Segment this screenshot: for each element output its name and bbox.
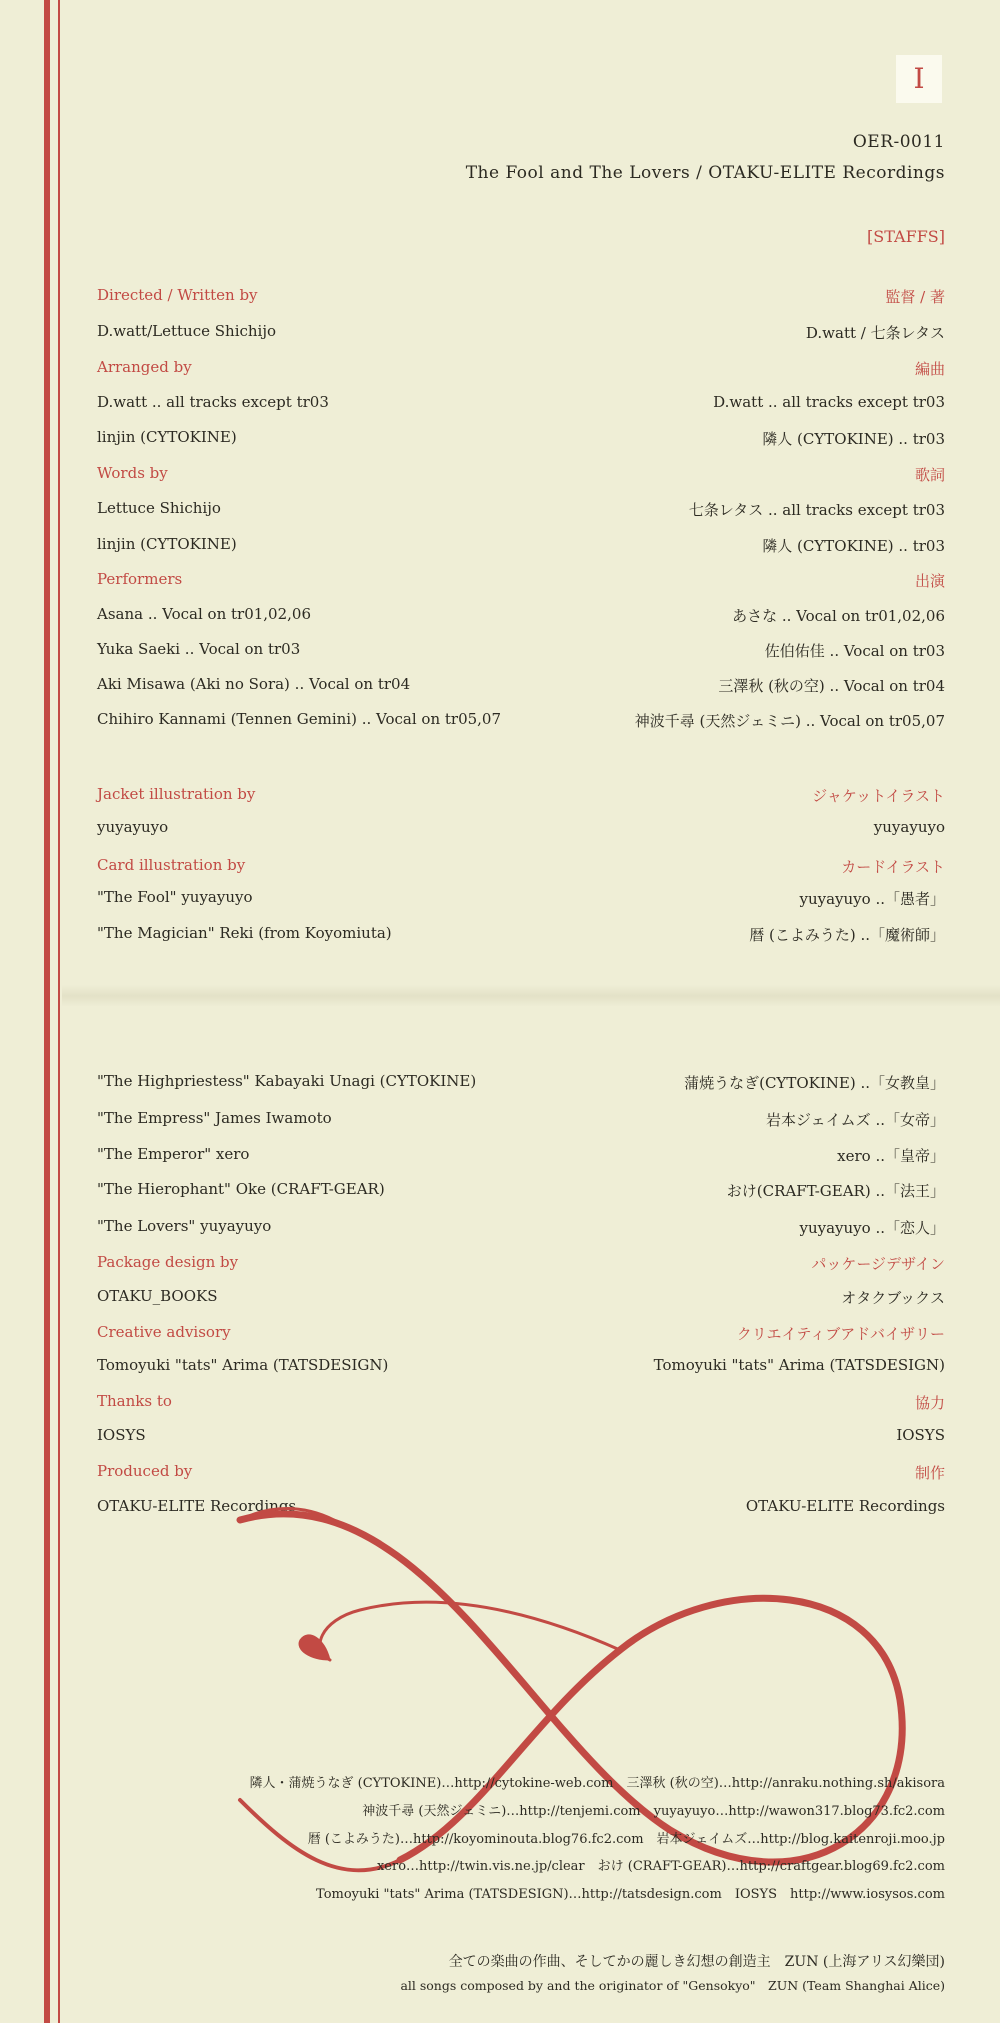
page-fold [62, 985, 1000, 1007]
credit-row [97, 888, 945, 910]
credit-row [97, 535, 945, 557]
credit-japanese: yuyayuyo ..「愚者」 [799, 890, 945, 908]
credit-english: IOSYS [97, 1426, 146, 1444]
credit-english: Chihiro Kannami (Tennen Gemini) .. Vocal on tr05,07 [97, 710, 502, 728]
section-heading-row [97, 570, 945, 592]
section-heading-row [97, 286, 945, 308]
website-line: 神波千尋 (天然ジェミニ)…http://tenjemi.com yuyayuyo…http://wawon317.blog73.fc2.com [362, 1804, 945, 1819]
credit-english: Asana .. Vocal on tr01,02,06 [97, 605, 311, 623]
page-number-badge: I [896, 55, 942, 103]
section-heading-row [97, 1462, 945, 1484]
credit-english: Arranged by [97, 358, 192, 376]
credit-japanese: カードイラスト [841, 858, 945, 876]
credit-japanese: 隣人 (CYTOKINE) .. tr03 [762, 430, 945, 448]
credit-english: "The Lovers" yuyayuyo [97, 1217, 272, 1235]
credit-english: Thanks to [97, 1392, 172, 1410]
credit-english: D.watt/Lettuce Shichijo [97, 322, 277, 340]
credit-japanese: クリエイティブアドバイザリー [736, 1325, 945, 1343]
left-red-rule-thin [58, 0, 60, 2023]
website-line: 暦 (こよみうた)…http://koyominouta.blog76.fc2.com 岩本ジェイムズ…http://blog.kaitenroji.moo.jp [307, 1832, 945, 1847]
credit-english: OTAKU-ELITE Recordings [97, 1497, 297, 1515]
credit-japanese: オタクブックス [841, 1289, 945, 1307]
credit-row [97, 818, 945, 840]
credit-japanese: 歌詞 [914, 466, 945, 484]
credit-japanese: 監督 / 著 [885, 288, 945, 306]
credit-japanese: IOSYS [896, 1426, 945, 1444]
credit-row [97, 640, 945, 662]
credit-japanese: あさな .. Vocal on tr01,02,06 [732, 607, 945, 625]
credit-english: linjin (CYTOKINE) [97, 535, 237, 553]
credit-english: Produced by [97, 1462, 193, 1480]
credit-japanese: 編曲 [914, 360, 945, 378]
credit-english: Package design by [97, 1253, 239, 1271]
credit-japanese: yuyayuyo ..「恋人」 [799, 1219, 945, 1237]
credit-japanese: 隣人 (CYTOKINE) .. tr03 [762, 537, 945, 555]
credit-japanese: 七条レタス .. all tracks except tr03 [688, 501, 945, 519]
credit-japanese: Tomoyuki "tats" Arima (TATSDESIGN) [653, 1356, 945, 1374]
credit-japanese: xero ..「皇帝」 [837, 1147, 945, 1165]
credit-japanese: 暦 (こよみうた) ..「魔術師」 [749, 926, 945, 944]
credit-english: "The Fool" yuyayuyo [97, 888, 253, 906]
zun-credit-jp: 全ての楽曲の作曲、そしてかの麗しき幻想の創造主 ZUN (上海アリス幻樂団) [448, 1954, 945, 1970]
credit-row [97, 1145, 945, 1167]
website-line: 隣人・蒲焼うなぎ (CYTOKINE)…http://cytokine-web.com 三澤秋 (秋の空)…http://anraku.nothing.sh/akisora [249, 1776, 945, 1791]
credit-japanese: 岩本ジェイムズ ..「女帝」 [765, 1111, 945, 1129]
credit-english: "The Empress" James Iwamoto [97, 1109, 332, 1127]
credit-english: Words by [97, 464, 168, 482]
section-heading-row [97, 1392, 945, 1414]
credit-english: "The Highpriestess" Kabayaki Unagi (CYTOKINE) [97, 1072, 477, 1090]
credit-japanese: 協力 [914, 1394, 945, 1412]
credit-english: D.watt .. all tracks except tr03 [97, 393, 329, 411]
credit-english: Lettuce Shichijo [97, 499, 221, 517]
credit-row [97, 322, 945, 344]
credit-english: Aki Misawa (Aki no Sora) .. Vocal on tr04 [97, 675, 411, 693]
credit-row [97, 1356, 945, 1378]
credit-japanese: 出演 [914, 572, 945, 590]
credit-english: "The Magician" Reki (from Koyomiuta) [97, 924, 392, 942]
credit-row [97, 1109, 945, 1131]
credit-row [97, 1426, 945, 1448]
credit-japanese: パッケージデザイン [811, 1255, 945, 1273]
credit-row [97, 675, 945, 697]
catalog-number: OER-0011 [852, 132, 945, 152]
section-heading-row [97, 464, 945, 486]
credit-row [97, 1287, 945, 1309]
credit-english: Directed / Written by [97, 286, 258, 304]
section-heading-row [97, 785, 945, 807]
zun-credit-en: all songs composed by and the originator of "Gensokyo" ZUN (Team Shanghai Alice) [400, 1978, 945, 1993]
left-red-rule-thick [44, 0, 50, 2023]
credit-english: Tomoyuki "tats" Arima (TATSDESIGN) [97, 1356, 389, 1374]
credit-japanese: OTAKU-ELITE Recordings [745, 1497, 945, 1515]
credit-english: "The Emperor" xero [97, 1145, 250, 1163]
credit-english: "The Hierophant" Oke (CRAFT-GEAR) [97, 1180, 385, 1198]
credit-row [97, 393, 945, 415]
credit-row [97, 499, 945, 521]
credit-english: Jacket illustration by [97, 785, 256, 803]
credit-english: yuyayuyo [97, 818, 169, 836]
credit-japanese: D.watt / 七条レタス [805, 324, 945, 342]
credit-japanese: 神波千尋 (天然ジェミニ) .. Vocal on tr05,07 [634, 712, 945, 730]
credit-japanese: 蒲焼うなぎ(CYTOKINE) ..「女教皇」 [684, 1074, 945, 1092]
staffs-heading: [STAFFS] [867, 227, 945, 246]
credit-english: Creative advisory [97, 1323, 231, 1341]
credit-english: linjin (CYTOKINE) [97, 428, 237, 446]
section-heading-row [97, 856, 945, 878]
credit-row [97, 428, 945, 450]
credit-row [97, 924, 945, 946]
album-title: The Fool and The Lovers / OTAKU-ELITE Recordings [465, 163, 945, 183]
credit-row [97, 1180, 945, 1202]
section-heading-row [97, 1323, 945, 1345]
section-heading-row [97, 358, 945, 380]
website-line: Tomoyuki "tats" Arima (TATSDESIGN)…http://tatsdesign.com IOSYS http://www.iosysos.com [316, 1887, 945, 1902]
credit-japanese: 制作 [914, 1464, 945, 1482]
credit-row [97, 1217, 945, 1239]
credit-english: Yuka Saeki .. Vocal on tr03 [97, 640, 301, 658]
credit-japanese: ジャケットイラスト [812, 787, 945, 805]
credit-japanese: 佐伯佑佳 .. Vocal on tr03 [764, 642, 945, 660]
credit-row [97, 1072, 945, 1094]
credit-english: Performers [97, 570, 183, 588]
credit-japanese: 三澤秋 (秋の空) .. Vocal on tr04 [718, 677, 945, 695]
credit-japanese: yuyayuyo [873, 818, 945, 836]
credit-japanese: おけ(CRAFT-GEAR) ..「法王」 [726, 1182, 945, 1200]
credit-english: Card illustration by [97, 856, 246, 874]
credit-row [97, 605, 945, 627]
credit-row [97, 710, 945, 732]
section-heading-row [97, 1253, 945, 1275]
credit-english: OTAKU_BOOKS [97, 1287, 218, 1305]
credit-japanese: D.watt .. all tracks except tr03 [713, 393, 945, 411]
website-line: xero…http://twin.vis.ne.jp/clear おけ (CRAFT-GEAR)…http://craftgear.blog69.fc2.com [376, 1859, 945, 1874]
